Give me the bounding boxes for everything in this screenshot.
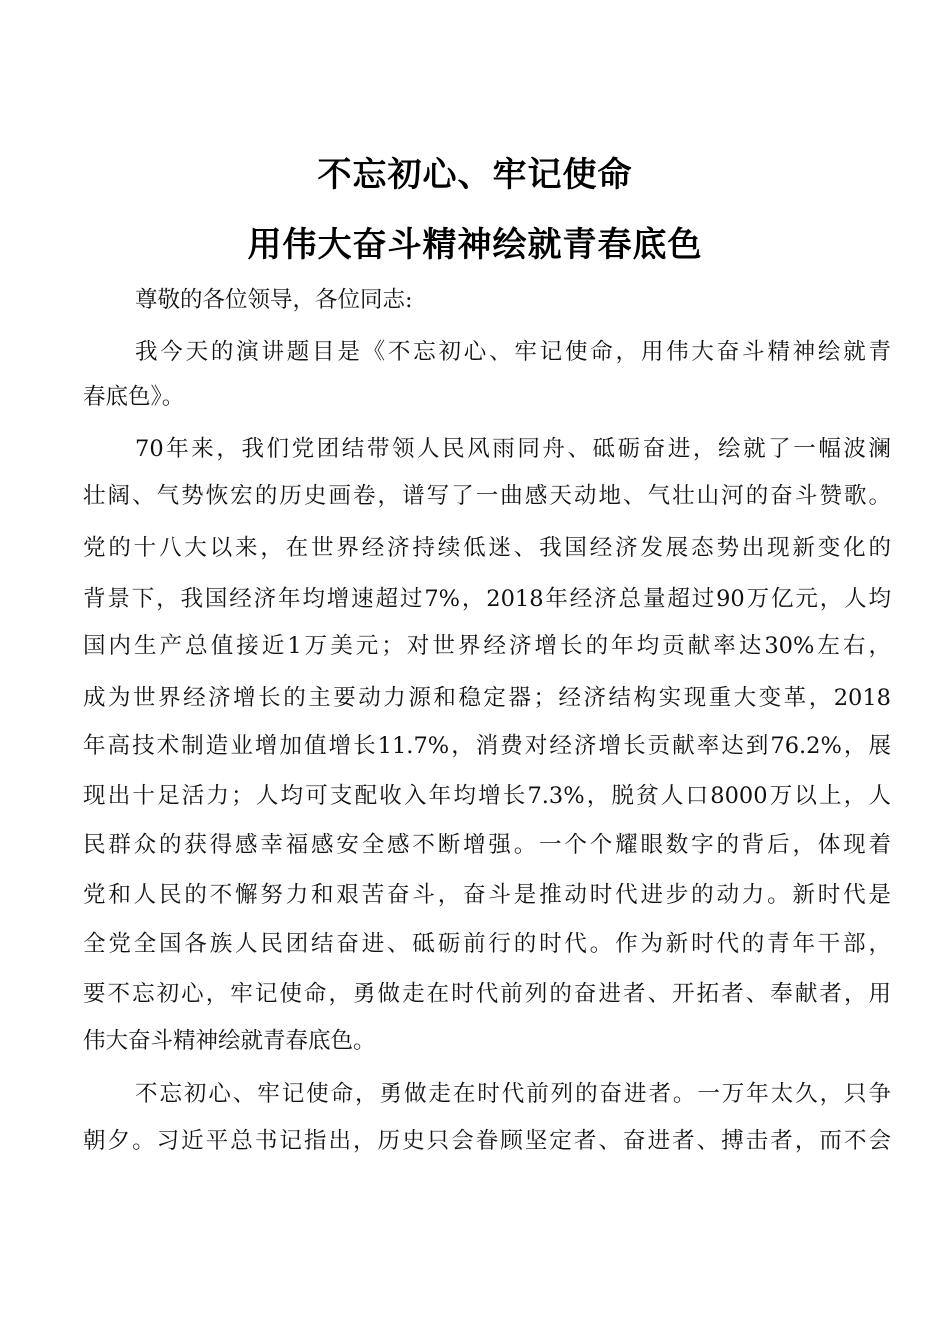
paragraph-line: 全党全国各族人民团结奋进、砥砺前行的时代。作为新时代的青年干部， — [83, 931, 891, 957]
paragraph-line: 成为世界经济增长的主要动力源和稳定器；经济结构实现重大变革，2018 — [83, 685, 891, 711]
salutation: 尊敬的各位领导，各位同志: — [135, 287, 413, 313]
paragraph-line: 不忘初心、牢记使命，勇做走在时代前列的奋进者。一万年太久，只争 — [135, 1081, 891, 1107]
paragraph-line: 党的十八大以来，在世界经济持续低迷、我国经济发展态势出现新变化的 — [83, 535, 891, 561]
paragraph-line: 我今天的演讲题目是《不忘初心、牢记使命，用伟大奋斗精神绘就青 — [135, 339, 891, 365]
paragraph-line: 国内生产总值接近1万美元；对世界经济增长的年均贡献率达30%左右， — [83, 633, 891, 659]
paragraph-line: 年高技术制造业增加值增长11.7%，消费对经济增长贡献率达到76.2%，展 — [83, 733, 891, 759]
paragraph-line: 要不忘初心，牢记使命，勇做走在时代前列的奋进者、开拓者、奉献者，用 — [83, 981, 891, 1007]
paragraph-line: 70年来，我们党团结带领人民风雨同舟、砥砺奋进，绘就了一幅波澜 — [135, 436, 891, 462]
document-title-line-1: 不忘初心、牢记使命 — [317, 155, 633, 195]
paragraph-line: 伟大奋斗精神绘就青春底色。 — [83, 1028, 376, 1054]
paragraph-line: 春底色》。 — [83, 384, 185, 410]
paragraph-line: 背景下，我国经济年均增速超过7%，2018年经济总量超过90万亿元，人均 — [83, 586, 891, 612]
paragraph-line: 朝夕。习近平总书记指出，历史只会眷顾坚定者、奋进者、搏击者，而不会 — [83, 1128, 891, 1154]
paragraph-line: 民群众的获得感幸福感安全感不断增强。一个个耀眼数字的背后，体现着 — [83, 832, 891, 858]
paragraph-line: 壮阔、气势恢宏的历史画卷，谱写了一曲感天动地、气壮山河的奋斗赞歌。 — [83, 483, 891, 509]
paragraph-line: 现出十足活力；人均可支配收入年均增长7.3%，脱贫人口8000万以上，人 — [83, 783, 891, 809]
document-title-line-2: 用伟大奋斗精神绘就青春底色 — [247, 225, 703, 265]
paragraph-line: 党和人民的不懈努力和艰苦奋斗，奋斗是推动时代进步的动力。新时代是 — [83, 882, 891, 908]
